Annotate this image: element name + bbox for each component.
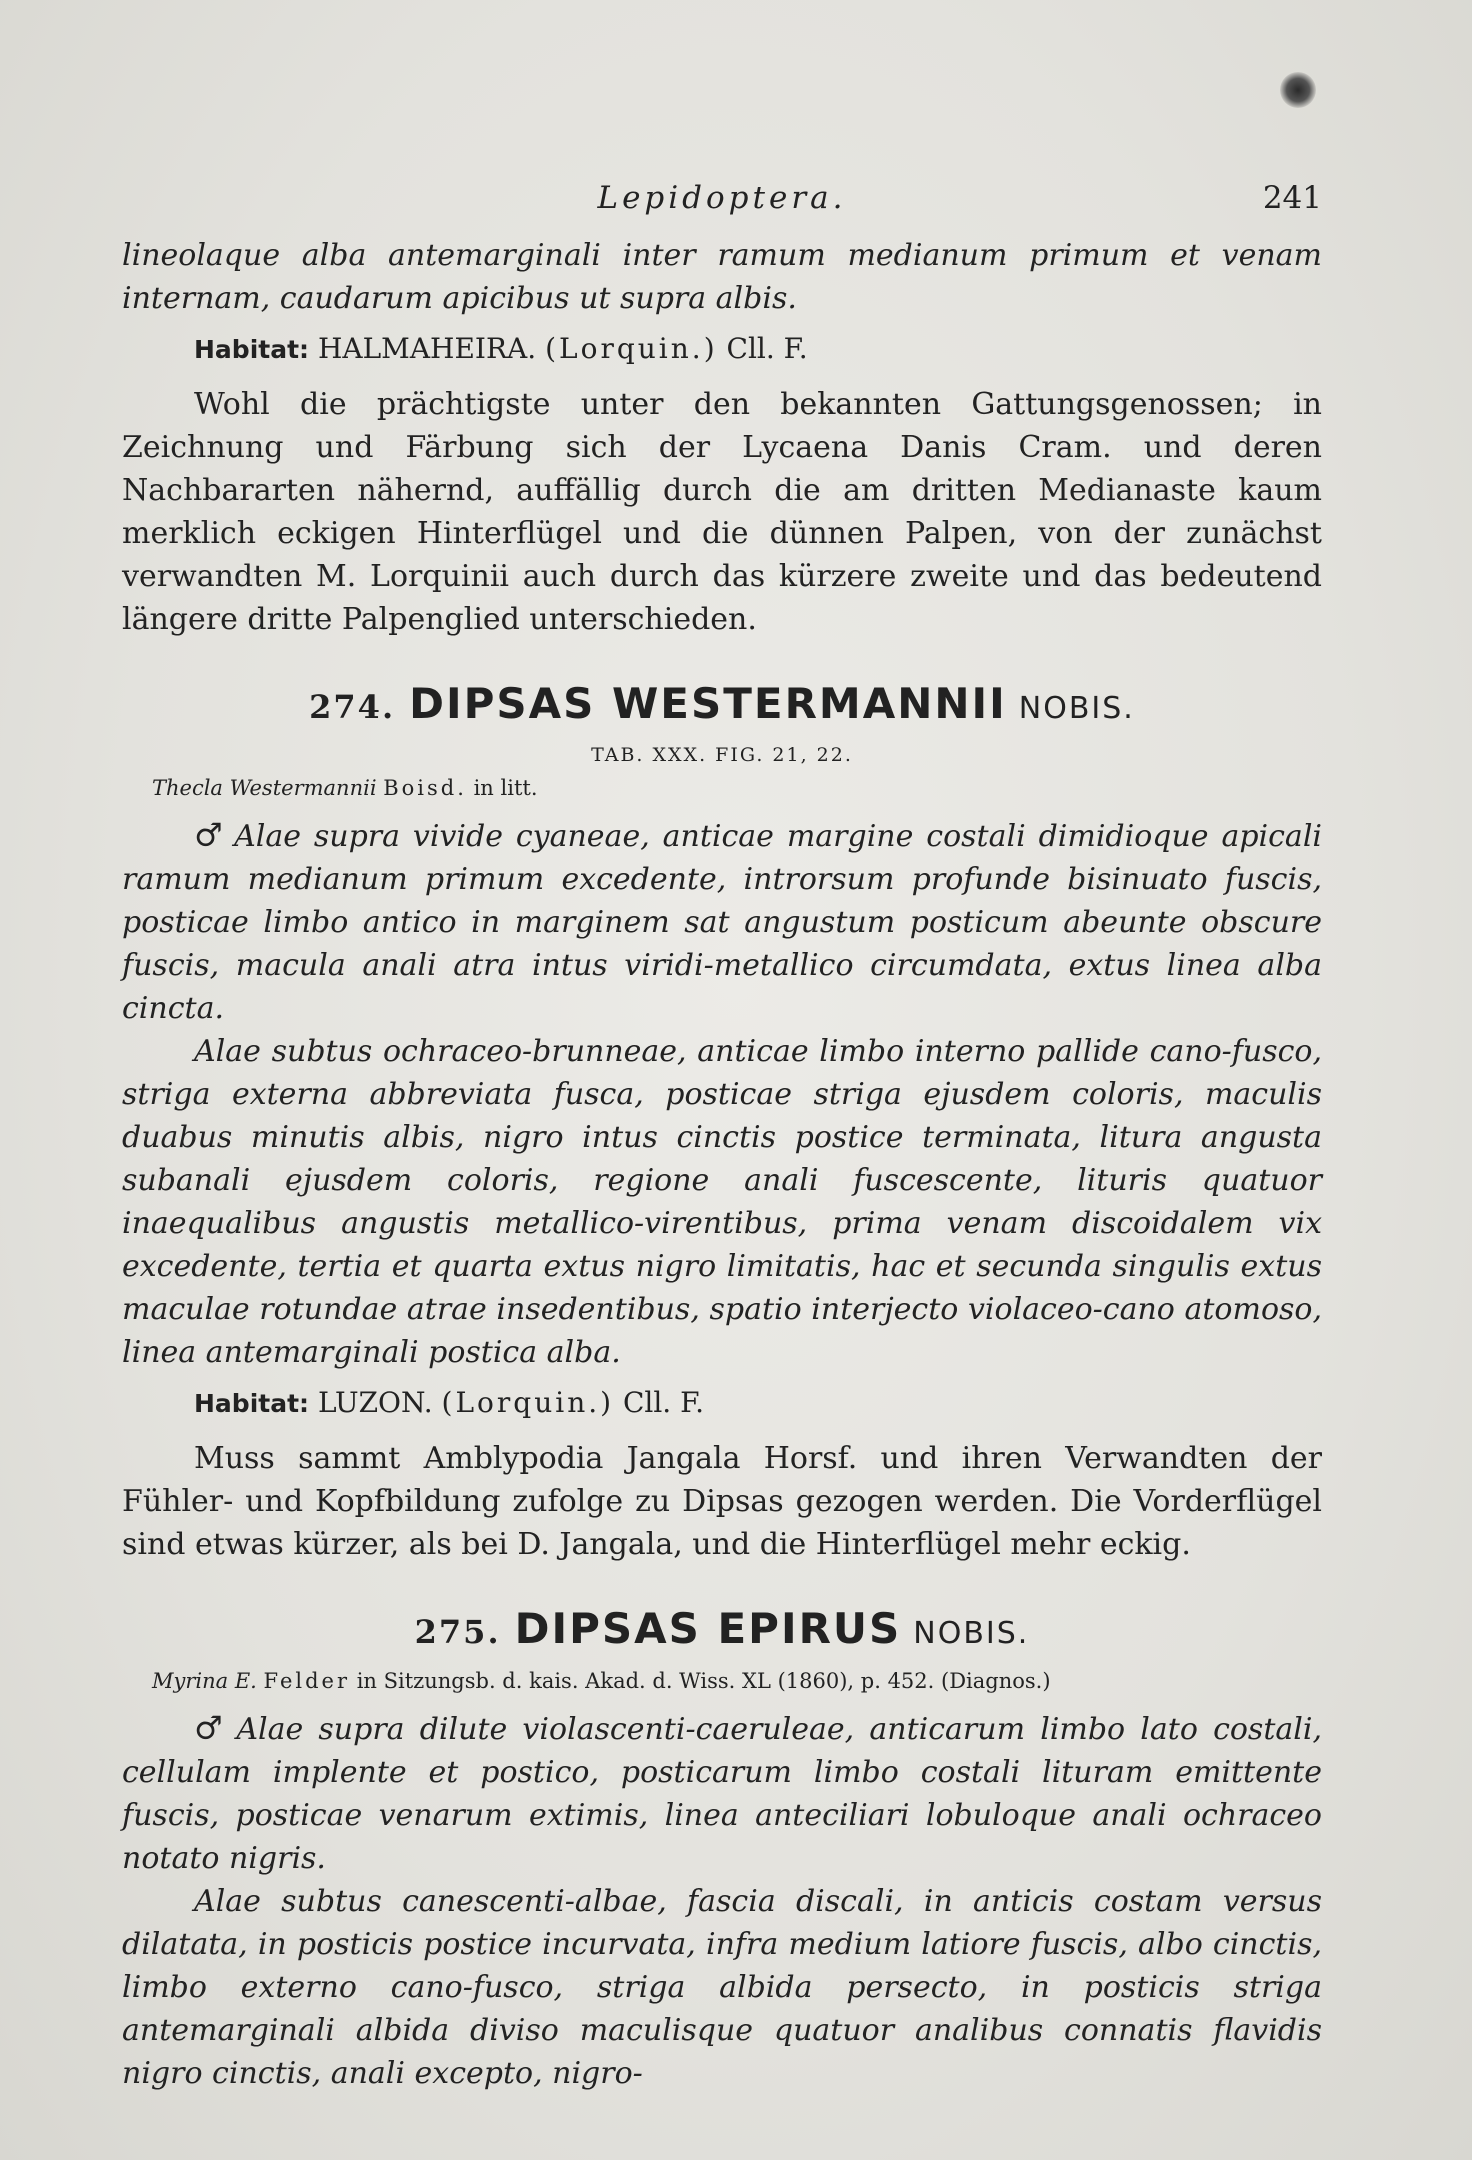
male-symbol-icon: ♂ [194, 816, 227, 854]
male-symbol-icon: ♂ [194, 1709, 229, 1747]
habitat-line-273 [122, 332, 1322, 365]
continued-latin-description: lineolaque alba antemarginali inter ramum medianum primum et venam internam, caudarum apicibus ut supra albis. [122, 238, 1322, 316]
german-note-273: Wohl die prächtigste unter den bekannten Gattungsgenossen; in Zeichnung und Färbung sich der Lycaena Danis Cram. und deren Nachbararten nähernd, auffällig durch die am dritten Medianaste kaum merklich eckigen Hinterflügel und die dünnen Palpen, von der zunächst verwandten M. Lorquinii auch durch das kürzere zweite und das bedeutend längere dritte Palpenglied unterschieden. [122, 387, 1322, 637]
habitat-line-274 [122, 1386, 1322, 1419]
habitat-label: Habitat: [194, 335, 310, 364]
upperside-description-275 [122, 1707, 1322, 1880]
running-title: Lepidoptera. [597, 180, 847, 216]
species-heading-275 [122, 1604, 1322, 1653]
synonym-reference: in litt. [473, 776, 538, 800]
running-header [122, 180, 1322, 234]
species-name: DIPSAS WESTERMANNII [409, 679, 1007, 728]
underside-description-275: Alae subtus canescenti-albae, fascia discali, in anticis costam versus dilatata, in posticis postice incurvata, infra medium latiore fuscis, albo cinctis, limbo externo cano-fusco, striga albida persecto, in posticis striga antemarginali albida diviso maculisque quatuor analibus connatis flavidis nigro cinctis, anali excepto, nigro- [122, 1884, 1322, 2091]
upperside-text: Alae supra vivide cyaneae, anticae margine costali dimidioque apicali ramum medianum primum excedente, introrsum profunde bisinuato fuscis, posticae limbo antico in marginem sat angustum posticum abeunte obscure fuscis, macula anali atra intus viridi-metallico circumdata, extus linea alba cincta. [122, 819, 1323, 1026]
species-number: 274. [309, 688, 396, 726]
synonym-line-275 [152, 1669, 1322, 1693]
habitat-place: HALMAHEIRA. [317, 332, 537, 365]
habitat-label: Habitat: [194, 1389, 310, 1418]
habitat-collector: (Lorquin.) [441, 1386, 615, 1419]
synonym-name: Myrina E. [152, 1669, 257, 1693]
upperside-description-274 [122, 814, 1322, 1030]
species-name: DIPSAS EPIRUS [514, 1604, 902, 1653]
species-author: NOBIS. [913, 1616, 1030, 1651]
underside-description-274: Alae subtus ochraceo-brunneae, anticae limbo interno pallide cano-fusco, striga externa abbreviata fusca, posticae striga ejusdem coloris, maculis duabus minutis albis, nigro intus cinctis postice terminata, litura angusta subanali ejusdem coloris, regione anali fuscescente, lituris quatuor inaequalibus angustis metallico-virentibus, prima venam discoidalem vix excedente, tertia et quarta extus nigro limitatis, hac et secunda singulis extus maculae rotundae atrae insedentibus, spatio interjecto violaceo-cano atomoso, linea antemarginali postica alba. [122, 1034, 1322, 1370]
german-note-274: Muss sammt Amblypodia Jangala Horsf. und ihren Verwandten der Fühler- und Kopfbildung zufolge zu Dipsas gezogen werden. Die Vorderflügel sind etwas kürzer, als bei D. Jangala, und die Hinterflügel mehr eckig. [122, 1441, 1322, 1562]
page-content [122, 180, 1322, 2095]
ink-smudge [1280, 72, 1316, 108]
upperside-text: Alae supra dilute violascenti-caeruleae, anticarum limbo lato costali, cellulam implente et postico, posticarum limbo costali lituram emittente fuscis, posticae venarum extimis, linea anteciliari lobuloque anali ochraceo notato nigris. [122, 1712, 1322, 1876]
habitat-collector: (Lorquin.) [545, 332, 718, 365]
habitat-collection: Cll. F. [622, 1386, 705, 1419]
synonym-author: Felder [263, 1669, 351, 1693]
species-author: NOBIS. [1018, 691, 1135, 726]
synonym-reference: in Sitzungsb. d. kais. Akad. d. Wiss. XL (1860), p. 452. (Diagnos.) [356, 1669, 1051, 1693]
plate-reference: TAB. XXX. FIG. 21, 22. [591, 744, 853, 766]
species-number: 275. [414, 1613, 501, 1651]
habitat-place: LUZON. [317, 1386, 433, 1419]
synonym-line-274 [152, 776, 1322, 800]
habitat-collection: Cll. F. [726, 332, 808, 365]
page-number: 241 [1262, 180, 1322, 216]
species-heading-274 [122, 679, 1322, 728]
synonym-author: Boisd. [383, 776, 467, 800]
synonym-name: Thecla Westermannii [152, 776, 377, 800]
